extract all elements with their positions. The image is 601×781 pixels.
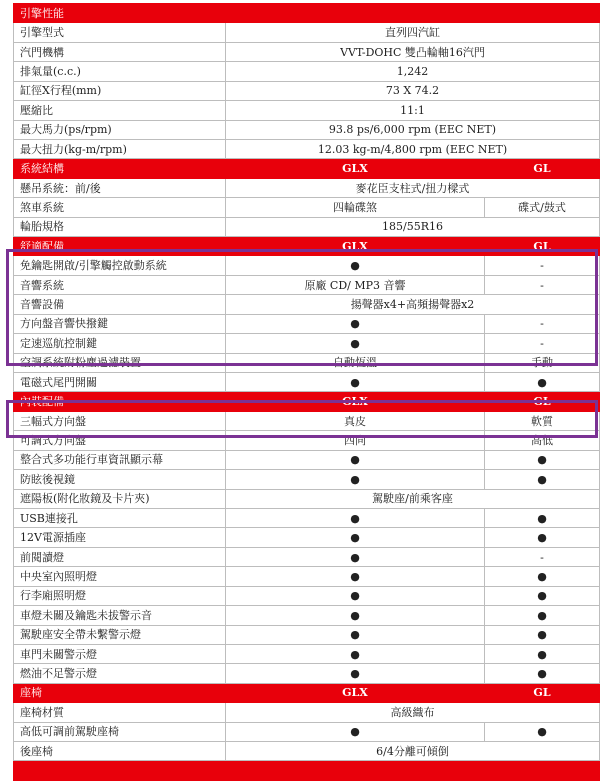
gl-column-header: GL: [485, 237, 600, 256]
section-header-row: [14, 159, 600, 178]
spec-label: 缸徑X行程(mm): [14, 81, 226, 100]
spec-value-glx: ●: [226, 644, 485, 663]
spec-value-glx: ●: [226, 606, 485, 625]
spec-value-gl: -: [485, 334, 600, 353]
spec-value-shared: VVT-DOHC 雙凸輪軸16汽門: [226, 42, 600, 61]
spec-value-gl: -: [485, 256, 600, 275]
spec-row: [14, 411, 600, 430]
spec-value-glx: ●: [226, 722, 485, 741]
spec-label: 可調式方向盤: [14, 431, 226, 450]
spec-value-gl: ●: [485, 470, 600, 489]
spec-row: [14, 334, 600, 353]
spec-label: 中央室內照明燈: [14, 567, 226, 586]
spec-value-glx: ●: [226, 625, 485, 644]
spec-label: 座椅材質: [14, 703, 226, 722]
spec-value-gl: ●: [485, 373, 600, 392]
spec-value-gl: ●: [485, 722, 600, 741]
spec-row: [14, 81, 600, 100]
spec-value-gl: ●: [485, 606, 600, 625]
spec-value-glx: ●: [226, 256, 485, 275]
section-header-row: [14, 761, 600, 780]
spec-label: 汽門機構: [14, 42, 226, 61]
spec-value-glx: 四向: [226, 431, 485, 450]
spec-row: [14, 295, 600, 314]
spec-label: 壓縮比: [14, 101, 226, 120]
spec-value-gl: 軟質: [485, 411, 600, 430]
spec-label: 懸吊系統：前/後: [14, 178, 226, 197]
spec-label: 整合式多功能行車資訊顯示幕: [14, 450, 226, 469]
spec-row: [14, 742, 600, 761]
section-title: 系統結構: [14, 159, 226, 178]
spec-row: [14, 101, 600, 120]
spec-row: [14, 450, 600, 469]
spec-row: [14, 625, 600, 644]
spec-row: [14, 470, 600, 489]
spec-label: 高低可調前駕駛座椅: [14, 722, 226, 741]
section-filler: [226, 761, 600, 780]
spec-value-shared: 麥花臣支柱式/扭力樑式: [226, 178, 600, 197]
spec-label: 空調系統附粉塵過濾裝置: [14, 353, 226, 372]
spec-row: [14, 139, 600, 158]
spec-label: 車門未關警示燈: [14, 644, 226, 663]
spec-value-shared: 185/55R16: [226, 217, 600, 236]
section-title: 內裝配備: [14, 392, 226, 411]
spec-value-shared: 1,242: [226, 62, 600, 81]
spec-label: 煞車系統: [14, 198, 226, 217]
spec-row: [14, 489, 600, 508]
spec-value-glx: ●: [226, 567, 485, 586]
spec-value-shared: 93.8 ps/6,000 rpm (EEC NET): [226, 120, 600, 139]
spec-value-gl: ●: [485, 644, 600, 663]
spec-value-glx: ●: [226, 334, 485, 353]
spec-label: 輪胎規格: [14, 217, 226, 236]
spec-value-shared: 6/4分離可傾倒: [226, 742, 600, 761]
spec-value-shared: 直列四汽缸: [226, 23, 600, 42]
section-filler: [226, 4, 600, 23]
spec-row: [14, 547, 600, 566]
spec-value-glx: ●: [226, 664, 485, 683]
spec-label: 音響設備: [14, 295, 226, 314]
spec-label: 防眩後視鏡: [14, 470, 226, 489]
section-title: 座椅: [14, 683, 226, 702]
spec-value-glx: 四輪碟煞: [226, 198, 485, 217]
gl-column-header: GL: [485, 683, 600, 702]
section-title: [14, 761, 226, 780]
spec-value-gl: 手動: [485, 353, 600, 372]
spec-value-glx: ●: [226, 586, 485, 605]
spec-value-glx: ●: [226, 450, 485, 469]
spec-value-gl: -: [485, 547, 600, 566]
spec-value-gl: ●: [485, 508, 600, 527]
spec-value-glx: 自動恆溫: [226, 353, 485, 372]
spec-row: [14, 373, 600, 392]
gl-column-header: GL: [485, 159, 600, 178]
spec-value-gl: 碟式/鼓式: [485, 198, 600, 217]
spec-value-shared: 駕駛座/前乘客座: [226, 489, 600, 508]
spec-value-shared: 73 X 74.2: [226, 81, 600, 100]
spec-row: [14, 528, 600, 547]
spec-value-gl: -: [485, 314, 600, 333]
spec-value-shared: 11:1: [226, 101, 600, 120]
glx-column-header: GLX: [226, 392, 485, 411]
spec-row: [14, 644, 600, 663]
gl-column-header: GL: [485, 392, 600, 411]
spec-label: 引擎型式: [14, 23, 226, 42]
spec-label: 後座椅: [14, 742, 226, 761]
spec-label: 駕駛座安全帶未繫警示燈: [14, 625, 226, 644]
spec-label: 排氣量(c.c.): [14, 62, 226, 81]
spec-row: [14, 217, 600, 236]
spec-label: 方向盤音響快撥鍵: [14, 314, 226, 333]
spec-row: [14, 664, 600, 683]
section-header-row: [14, 392, 600, 411]
spec-row: [14, 23, 600, 42]
spec-value-glx: 原廠 CD/ MP3 音響: [226, 275, 485, 294]
spec-value-glx: ●: [226, 508, 485, 527]
spec-row: [14, 256, 600, 275]
spec-value-gl: ●: [485, 567, 600, 586]
spec-label: 燃油不足警示燈: [14, 664, 226, 683]
spec-value-gl: ●: [485, 664, 600, 683]
spec-row: [14, 275, 600, 294]
spec-row: [14, 586, 600, 605]
section-title: 引擎性能: [14, 4, 226, 23]
spec-row: [14, 314, 600, 333]
spec-value-gl: -: [485, 275, 600, 294]
spec-label: 最大馬力(ps/rpm): [14, 120, 226, 139]
spec-row: [14, 567, 600, 586]
spec-label: 音響系統: [14, 275, 226, 294]
spec-value-glx: 真皮: [226, 411, 485, 430]
spec-value-glx: ●: [226, 528, 485, 547]
spec-row: [14, 42, 600, 61]
spec-row: [14, 703, 600, 722]
spec-row: [14, 62, 600, 81]
spec-label: 電磁式尾門開關: [14, 373, 226, 392]
spec-table: [13, 3, 600, 781]
section-title: 舒適配備: [14, 237, 226, 256]
spec-value-glx: ●: [226, 373, 485, 392]
spec-label: 最大扭力(kg-m/rpm): [14, 139, 226, 158]
spec-label: 12V電源插座: [14, 528, 226, 547]
spec-label: USB連接孔: [14, 508, 226, 527]
spec-value-gl: ●: [485, 625, 600, 644]
spec-value-gl: ●: [485, 528, 600, 547]
spec-row: [14, 431, 600, 450]
spec-label: 車燈未關及鑰匙未拔警示音: [14, 606, 226, 625]
glx-column-header: GLX: [226, 237, 485, 256]
spec-label: 定速巡航控制鍵: [14, 334, 226, 353]
spec-row: [14, 508, 600, 527]
spec-value-glx: ●: [226, 314, 485, 333]
spec-label: 行李廂照明燈: [14, 586, 226, 605]
spec-row: [14, 198, 600, 217]
spec-value-shared: 揚聲器x4+高頻揚聲器x2: [226, 295, 600, 314]
spec-row: [14, 178, 600, 197]
spec-value-shared: 12.03 kg-m/4,800 rpm (EEC NET): [226, 139, 600, 158]
spec-label: 遮陽板(附化妝鏡及卡片夾): [14, 489, 226, 508]
spec-label: 前閱讀燈: [14, 547, 226, 566]
section-header-row: [14, 683, 600, 702]
spec-label: 免鑰匙開啟/引擎觸控啟動系統: [14, 256, 226, 275]
spec-value-glx: ●: [226, 470, 485, 489]
spec-row: [14, 353, 600, 372]
glx-column-header: GLX: [226, 159, 485, 178]
spec-value-glx: ●: [226, 547, 485, 566]
spec-value-shared: 高級織布: [226, 703, 600, 722]
spec-value-gl: 高低: [485, 431, 600, 450]
spec-value-gl: ●: [485, 586, 600, 605]
glx-column-header: GLX: [226, 683, 485, 702]
spec-row: [14, 722, 600, 741]
spec-row: [14, 606, 600, 625]
spec-label: 三幅式方向盤: [14, 411, 226, 430]
spec-value-gl: ●: [485, 450, 600, 469]
spec-row: [14, 120, 600, 139]
spec-table-body: [14, 4, 600, 781]
section-header-row: [14, 4, 600, 23]
section-header-row: [14, 237, 600, 256]
